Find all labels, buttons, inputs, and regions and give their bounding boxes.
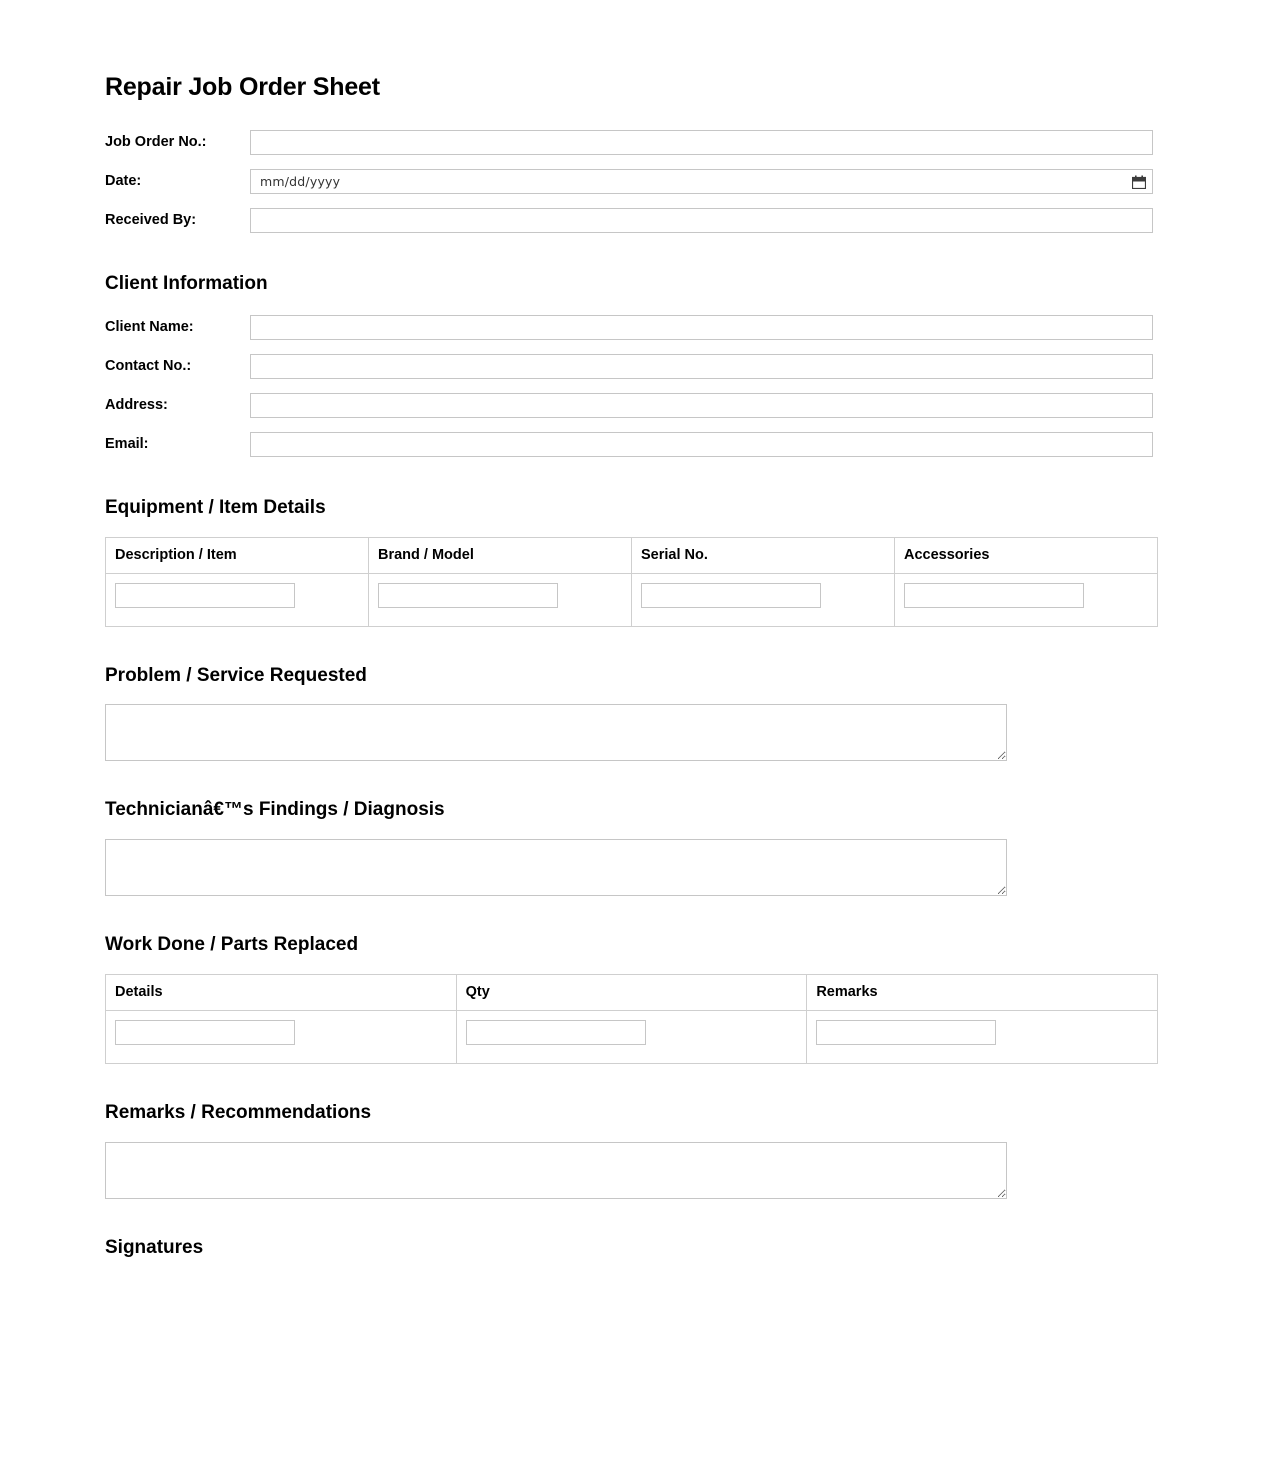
client-name-input[interactable] [250, 315, 1153, 340]
field-row-date [105, 167, 1158, 196]
cell-details [106, 1010, 457, 1063]
accessories-input[interactable] [904, 583, 1084, 608]
label-date: Date: [105, 172, 142, 189]
job-order-no-input[interactable] [250, 130, 1153, 155]
field-row-job-order-no [105, 128, 1158, 157]
work-done-table [105, 974, 1158, 1064]
brand-model-input[interactable] [378, 583, 558, 608]
column-header-details: Details [106, 974, 457, 1010]
cell-qty [456, 1010, 807, 1063]
column-header-serial-no: Serial No. [632, 537, 895, 573]
problem-service-textarea[interactable] [105, 704, 1007, 761]
table-header-row [106, 974, 1158, 1010]
cell-serial-no [632, 573, 895, 626]
received-by-input[interactable] [250, 208, 1153, 233]
label-received-by: Received By: [105, 211, 197, 228]
technician-findings-textarea[interactable] [105, 839, 1007, 896]
email-input[interactable] [250, 432, 1153, 457]
field-row-email [105, 430, 1158, 459]
column-header-accessories: Accessories [895, 537, 1158, 573]
column-header-remarks: Remarks [807, 974, 1158, 1010]
remarks-recommendations-textarea[interactable] [105, 1142, 1007, 1199]
cell-remarks [807, 1010, 1158, 1063]
remarks-input[interactable] [816, 1020, 996, 1045]
header-fields-group [105, 128, 1158, 235]
heading-remarks-recommendations: Remarks / Recommendations [105, 1101, 372, 1123]
cell-description [106, 573, 369, 626]
date-placeholder-text: mm/dd/yyyy [260, 174, 341, 189]
column-header-brand-model: Brand / Model [369, 537, 632, 573]
label-client-name: Client Name: [105, 318, 194, 335]
heading-problem-service: Problem / Service Requested [105, 664, 367, 686]
label-address: Address: [105, 396, 168, 413]
heading-work-done: Work Done / Parts Replaced [105, 934, 359, 956]
cell-accessories [895, 573, 1158, 626]
field-row-contact-no [105, 352, 1158, 381]
calendar-icon[interactable] [1132, 175, 1146, 189]
qty-input[interactable] [466, 1020, 646, 1045]
signatures-area [105, 1277, 1158, 1457]
field-row-address [105, 391, 1158, 420]
heading-client-information: Client Information [105, 273, 268, 294]
table-header-row [106, 537, 1158, 573]
client-information-group [105, 313, 1158, 459]
column-header-description: Description / Item [106, 537, 369, 573]
details-input[interactable] [115, 1020, 295, 1045]
label-job-order-no: Job Order No.: [105, 133, 207, 150]
heading-technician-findings: Technicianâ€™s Findings / Diagnosis [105, 799, 445, 821]
field-row-received-by [105, 206, 1158, 235]
field-row-client-name [105, 313, 1158, 342]
date-input[interactable] [250, 169, 1153, 194]
label-contact-no: Contact No.: [105, 357, 192, 374]
heading-signatures: Signatures [105, 1236, 204, 1258]
address-input[interactable] [250, 393, 1153, 418]
page-title: Repair Job Order Sheet [105, 73, 380, 101]
label-email: Email: [105, 435, 149, 452]
column-header-qty: Qty [456, 974, 807, 1010]
serial-no-input[interactable] [641, 583, 821, 608]
table-row [106, 573, 1158, 626]
contact-no-input[interactable] [250, 354, 1153, 379]
cell-brand-model [369, 573, 632, 626]
heading-equipment-details: Equipment / Item Details [105, 496, 326, 518]
table-row [106, 1010, 1158, 1063]
equipment-details-table [105, 537, 1158, 627]
description-input[interactable] [115, 583, 295, 608]
